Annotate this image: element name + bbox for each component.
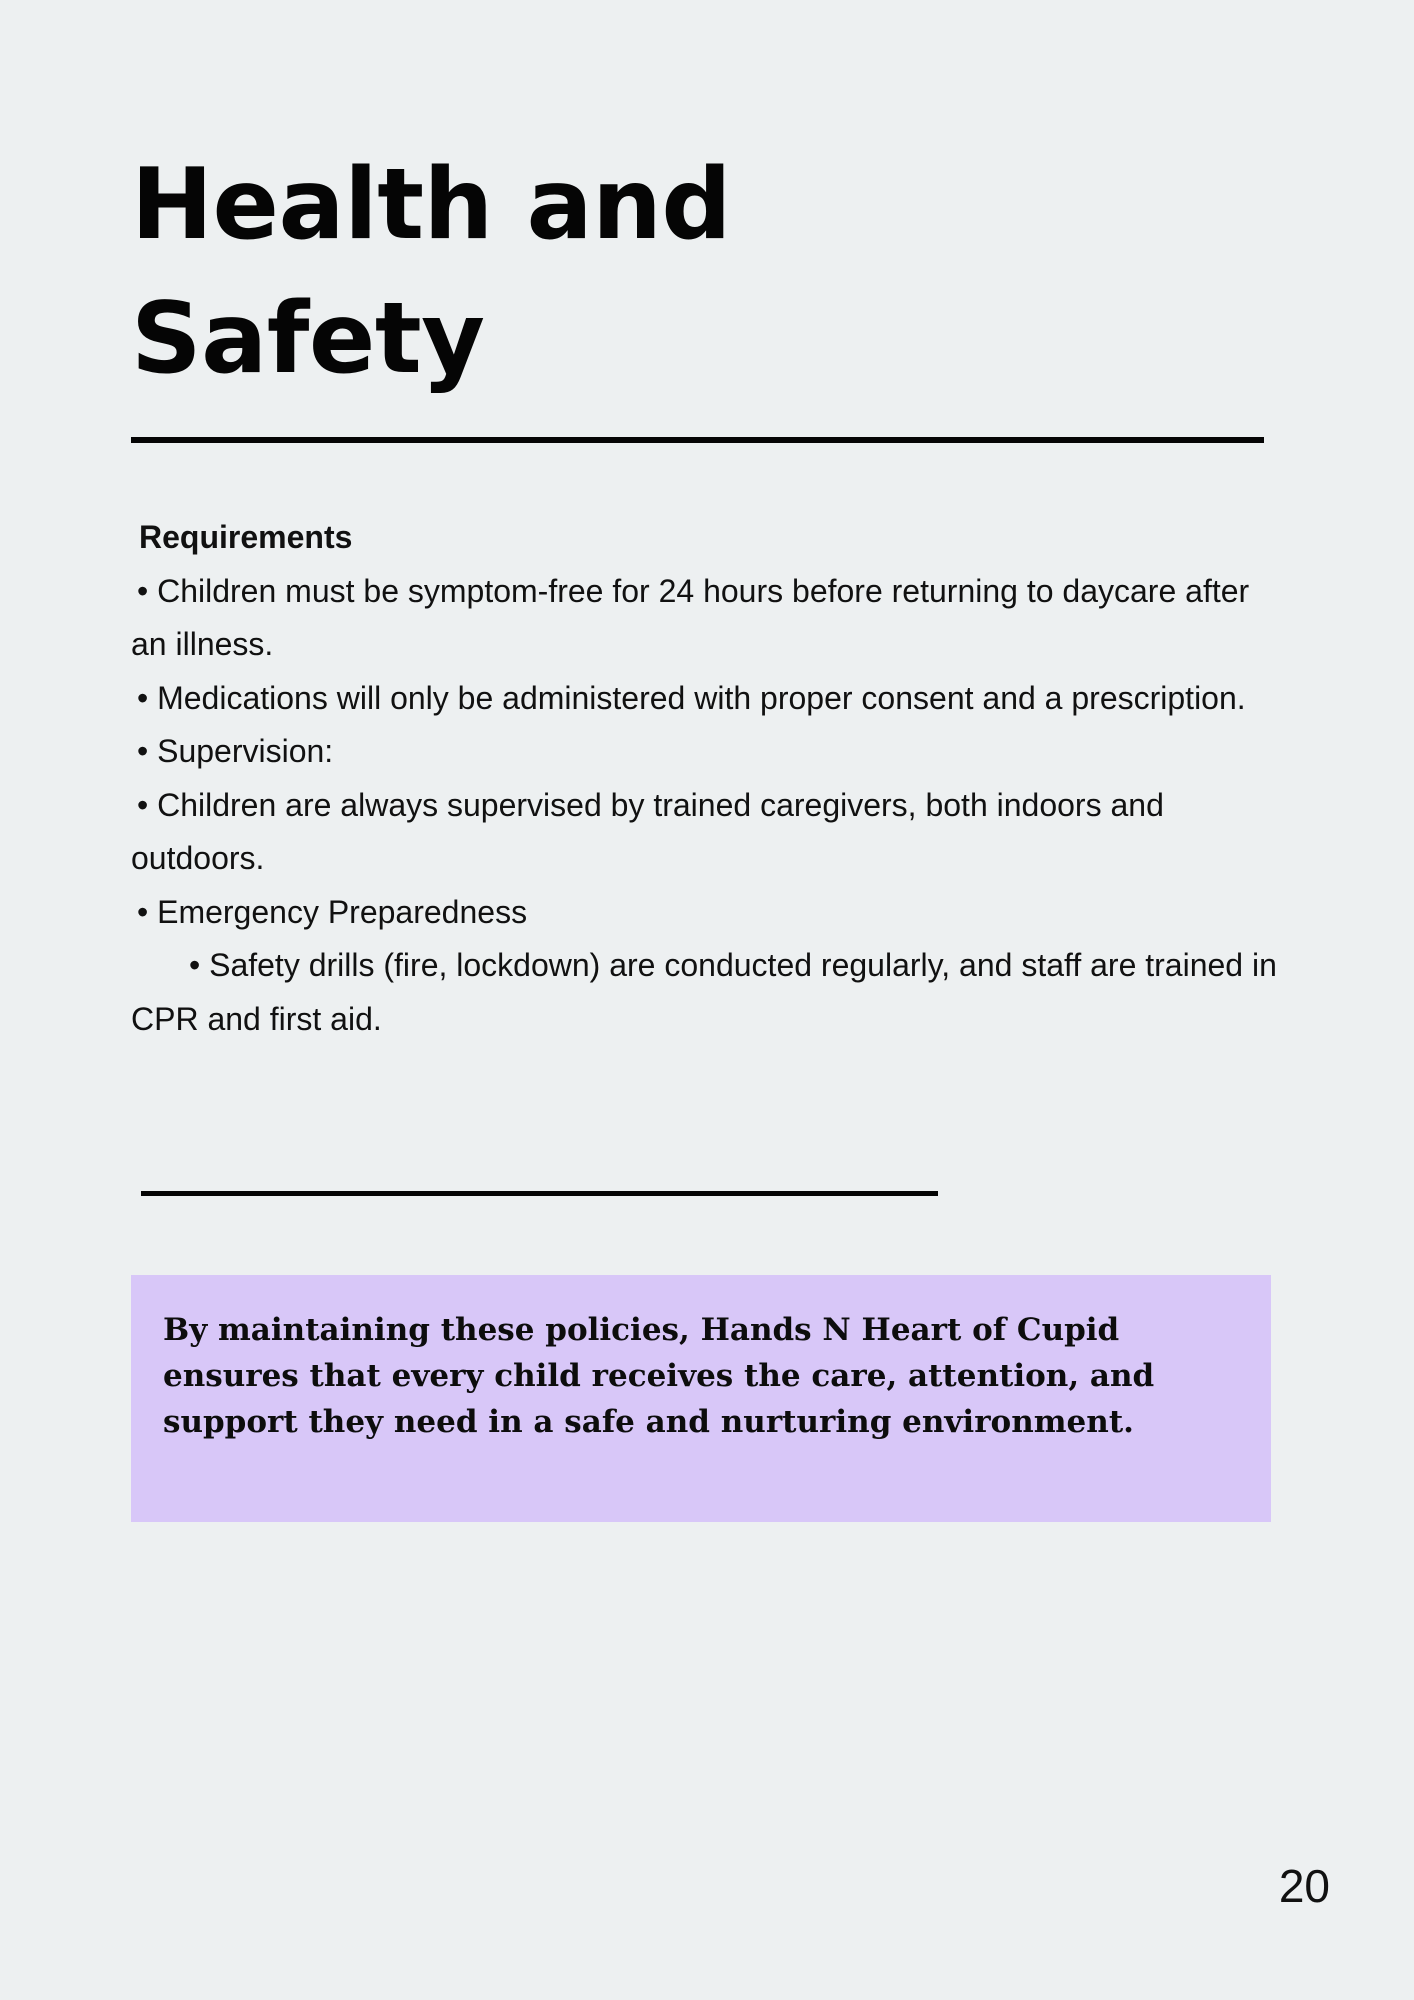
requirement-text: Children must be symptom-free for 24 hours before returning to daycare after an illness. [131, 572, 1250, 662]
requirements-heading: Requirements [139, 519, 353, 555]
requirement-text: Emergency Preparedness [148, 893, 528, 930]
page-number: 20 [1278, 1860, 1330, 1912]
requirement-item [131, 672, 1281, 726]
requirement-item [131, 779, 1281, 886]
requirement-text: Children are always supervised by trained caregivers, both indoors and outdoors. [131, 786, 1164, 876]
bullet-icon: • [137, 893, 149, 930]
bullet-icon: • [137, 733, 149, 769]
page-title [131, 138, 931, 406]
page-title-line-2: Safety [131, 282, 485, 396]
bullet-icon: • [137, 572, 149, 609]
requirements-section [131, 511, 1281, 1046]
requirement-item [131, 725, 1281, 779]
requirement-item [131, 886, 1281, 940]
requirement-text: Medications will only be administered with proper consent and a prescription. [148, 679, 1246, 716]
bullet-icon: • [189, 947, 201, 983]
requirement-item [131, 565, 1281, 672]
title-divider [131, 437, 1264, 443]
requirement-text: Safety drills (fire, lockdown) are conducted regularly, and staff are trained in CPR and first aid. [131, 947, 1277, 1037]
section-divider [141, 1191, 938, 1196]
callout-text: By maintaining these policies, Hands N Heart of Cupid ensures that every child receives the care, attention, and support they need in a safe and nurturing environment. [163, 1312, 1155, 1440]
page-title-line-1: Health and [131, 148, 731, 262]
policy-callout-box [131, 1275, 1271, 1522]
requirement-text: Supervision: [148, 733, 334, 769]
requirement-subitem [131, 939, 1281, 1046]
bullet-icon: • [137, 679, 149, 716]
bullet-icon: • [137, 786, 149, 823]
